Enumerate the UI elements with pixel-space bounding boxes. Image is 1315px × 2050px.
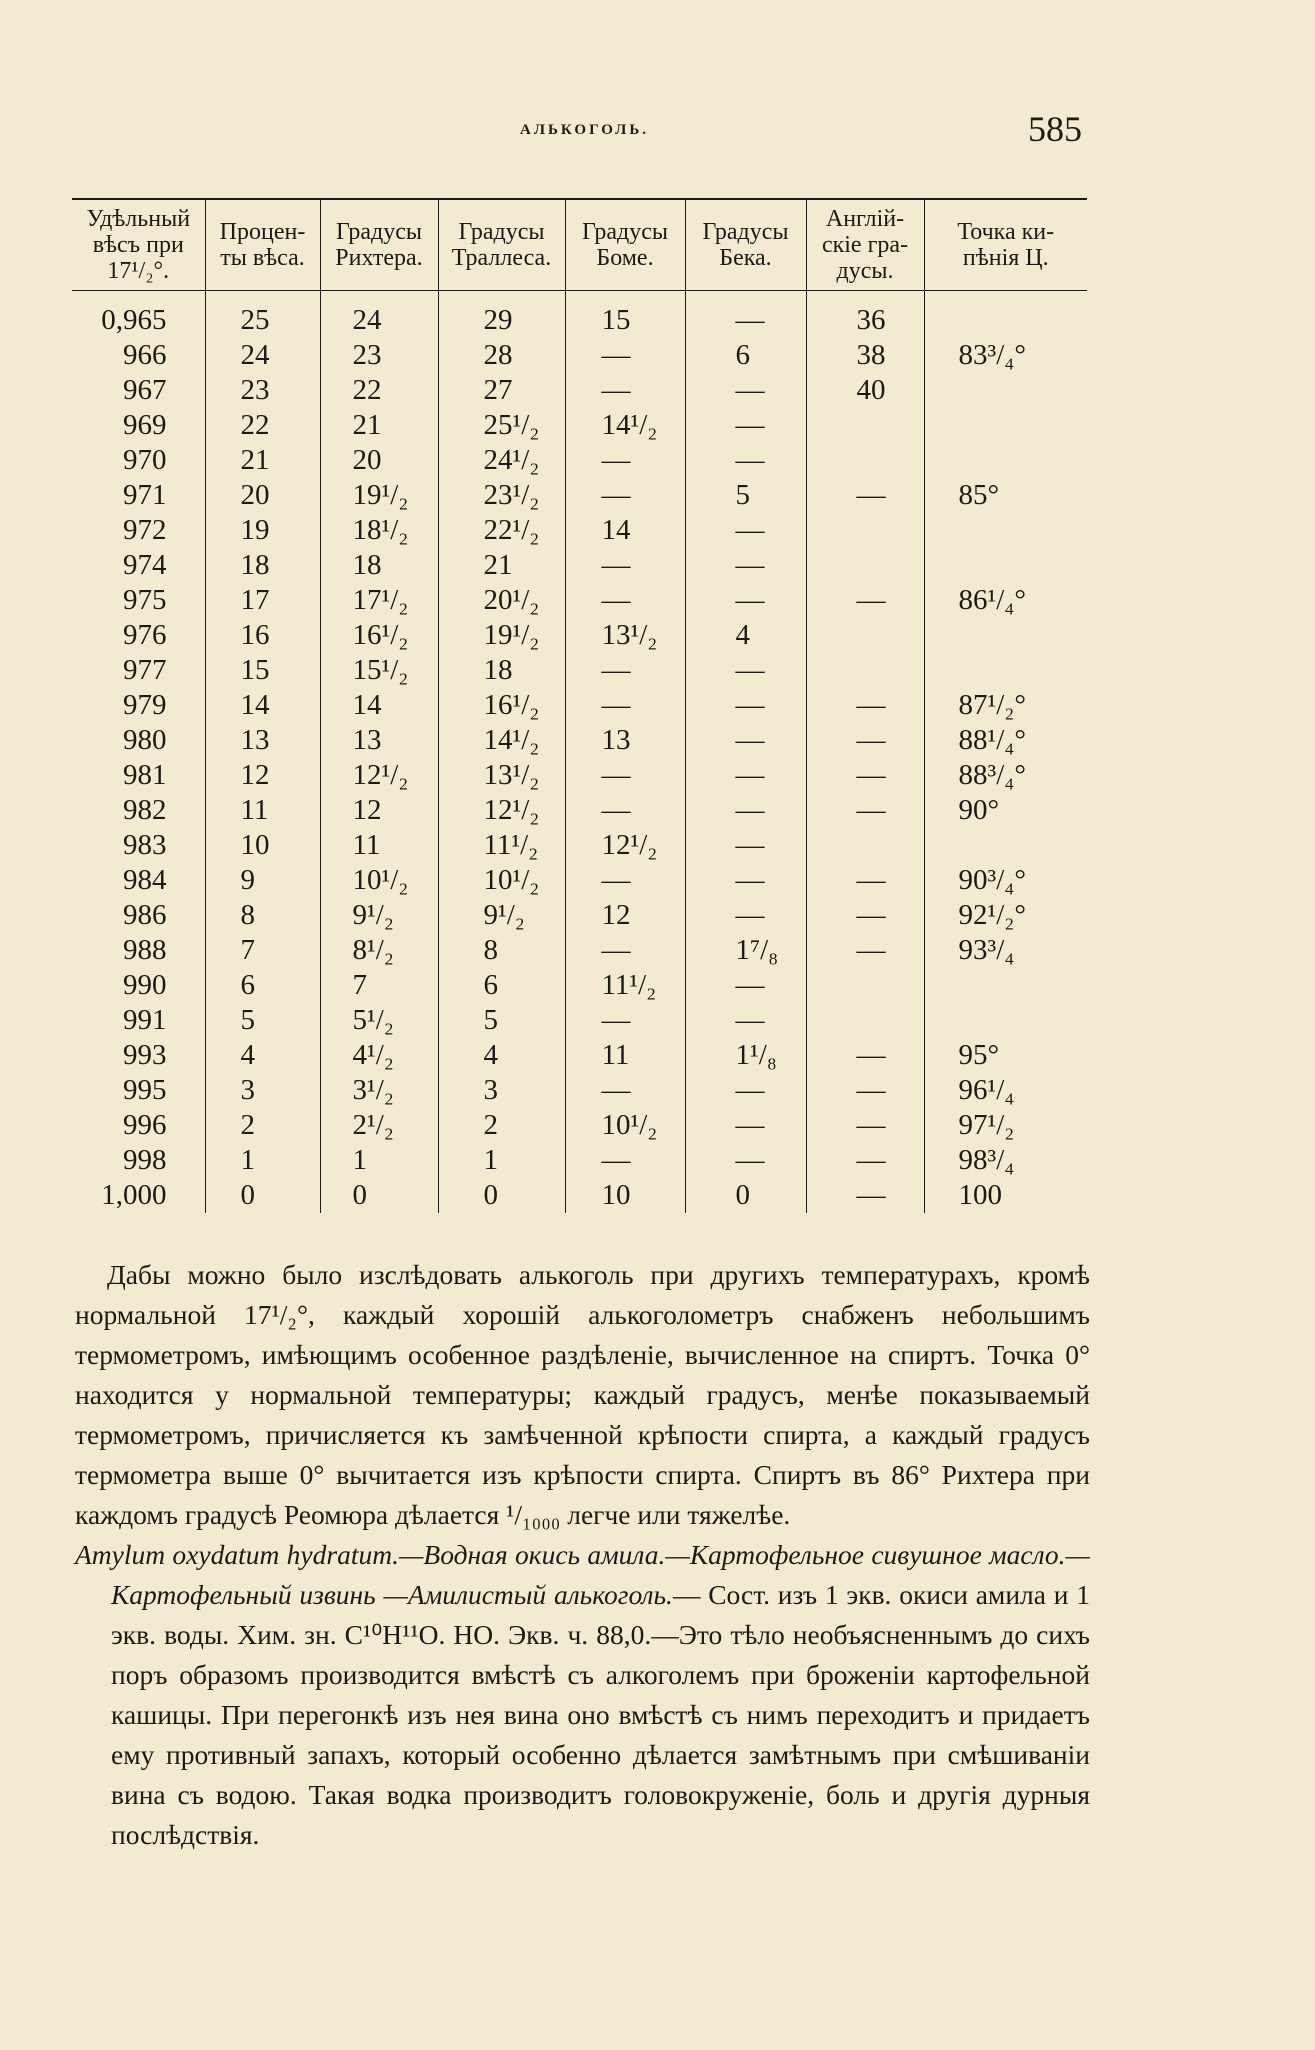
table-cell: 2 [205, 1108, 320, 1143]
table-cell: 977 [123, 654, 167, 686]
table-cell: — [685, 688, 806, 723]
table-cell [806, 548, 924, 583]
table-cell: — [565, 688, 685, 723]
table-cell: 20¹/₂ [438, 583, 565, 618]
table-cell: — [565, 443, 685, 478]
table-cell: 17 [205, 583, 320, 618]
table-cell: 88³/₄° [924, 758, 1087, 793]
table-cell: 18¹/₂ [320, 513, 438, 548]
table-cell: 93³/₄ [924, 933, 1087, 968]
table-cell [806, 443, 924, 478]
table-cell: — [565, 548, 685, 583]
paragraph-body: — Сост. изъ 1 экв. окиси амила и 1 экв. воды. Хим. зн. C¹⁰H¹¹O. HO. Экв. ч. 88,0.—Это тѣло необъясненнымъ до сихъ поръ образомъ производится вмѣстѣ съ алкоголемъ при броженіи картофельной кашицы. При перегонкѣ изъ нея вина оно вмѣстѣ съ нимъ переходитъ и придаетъ ему противный запахъ, который особенно дѣлается замѣтнымъ при смѣшиваніи вина съ водою. Такая водка производитъ головокруженіе, боль и другія дурныя послѣдствія. [111, 1579, 1090, 1850]
table-row [72, 863, 1087, 898]
table-cell: 976 [123, 619, 167, 651]
table-cell: 16 [205, 618, 320, 653]
table-cell: — [685, 758, 806, 793]
table-cell: — [685, 1108, 806, 1143]
table-cell: — [685, 291, 806, 339]
table-row [72, 583, 1087, 618]
table-cell: — [806, 1143, 924, 1178]
table-cell: — [685, 373, 806, 408]
table-cell: 11¹/₂ [565, 968, 685, 1003]
table-cell: 18 [438, 653, 565, 688]
table-cell [806, 408, 924, 443]
table-cell: 10 [565, 1178, 685, 1213]
table-cell: 998 [123, 1144, 167, 1176]
table-cell: 12 [205, 758, 320, 793]
table-cell: — [565, 653, 685, 688]
table-cell: 36 [806, 291, 924, 339]
table-cell: 1 [438, 1143, 565, 1178]
table-cell: 12¹/₂ [438, 793, 565, 828]
table-cell [924, 443, 1087, 478]
table-cell: 25 [205, 291, 320, 339]
table-cell: — [565, 1073, 685, 1108]
table-cell: 3 [438, 1073, 565, 1108]
table-cell: 0 [438, 1178, 565, 1213]
table-cell: 8 [438, 933, 565, 968]
table-cell: 986 [123, 899, 167, 931]
table-cell: 14¹/₂ [438, 723, 565, 758]
table-cell: 100 [924, 1178, 1087, 1213]
table-cell: 21 [320, 408, 438, 443]
table-row [72, 1108, 1087, 1143]
table-cell: 0 [685, 1178, 806, 1213]
table-cell: 6 [438, 968, 565, 1003]
table-cell: 12 [320, 793, 438, 828]
table-cell [806, 828, 924, 863]
table-row [72, 1178, 1087, 1213]
table-cell: 4 [685, 618, 806, 653]
table-cell: — [806, 1108, 924, 1143]
table-row [72, 1143, 1087, 1178]
alcohol-table [72, 198, 1087, 1213]
table-cell: 25¹/₂ [438, 408, 565, 443]
table-cell: 988 [123, 934, 167, 966]
table-cell: 85° [924, 478, 1087, 513]
table-cell: 22 [205, 408, 320, 443]
table-cell: 28 [438, 338, 565, 373]
table-cell: 984 [123, 864, 167, 896]
table-cell: 4 [205, 1038, 320, 1073]
table-row [72, 758, 1087, 793]
table-cell: 1⁷/₈ [685, 933, 806, 968]
table-cell: 14 [205, 688, 320, 723]
table-cell [806, 968, 924, 1003]
table-cell: 5 [685, 478, 806, 513]
column-header: Процен- ты вѣса. [205, 199, 320, 291]
table-row [72, 618, 1087, 653]
table-row [72, 373, 1087, 408]
table-cell: 90° [924, 793, 1087, 828]
table-row [72, 898, 1087, 933]
table-cell: 15 [205, 653, 320, 688]
table-cell: — [685, 653, 806, 688]
table-cell: 11 [565, 1038, 685, 1073]
table-cell: 40 [806, 373, 924, 408]
table-cell: — [565, 478, 685, 513]
table-cell: — [685, 968, 806, 1003]
table-cell: 88¹/₄° [924, 723, 1087, 758]
table-cell: 21 [438, 548, 565, 583]
table-cell: 3 [205, 1073, 320, 1108]
table-cell: 980 [123, 724, 167, 756]
text-block [75, 1255, 1090, 1855]
table-cell [806, 1003, 924, 1038]
table-cell: — [806, 863, 924, 898]
table-cell [924, 828, 1087, 863]
paragraph: Дабы можно было изслѣдовать алькоголь при другихъ температурахъ, кромѣ нормальной 17¹/₂°, каждый хорошій алькоголометръ снабженъ небольшимъ термометромъ, имѣющимъ особенное раздѣленіе, вычисленное на спиртъ. Точка 0° находится у нормальной температуры; каждый градусъ, менѣе показываемый термометромъ, причисляется къ замѣченной крѣпости спирта, а каждый градусъ термометра выше 0° вычитается изъ крѣпости спирта. Спиртъ въ 86° Рихтера при каждомъ градусѣ Реомюра дѣлается ¹/₁₀₀₀ легче или тяжелѣе. [75, 1259, 1090, 1530]
table-cell: — [685, 583, 806, 618]
table-cell: 2 [438, 1108, 565, 1143]
table-cell: 3¹/₂ [320, 1073, 438, 1108]
table-cell: — [685, 443, 806, 478]
table-cell: 971 [123, 479, 167, 511]
table-row [72, 408, 1087, 443]
column-header: Градусы Рихтера. [320, 199, 438, 291]
table-cell: 969 [123, 409, 167, 441]
table-cell: 13 [320, 723, 438, 758]
table-cell: 0 [320, 1178, 438, 1213]
table-cell: 98³/₄ [924, 1143, 1087, 1178]
table-cell: 24 [205, 338, 320, 373]
table-cell: — [565, 933, 685, 968]
table-cell: 9¹/₂ [438, 898, 565, 933]
table-cell: 11 [320, 828, 438, 863]
table-cell: — [806, 898, 924, 933]
table-cell [924, 548, 1087, 583]
column-header: Градусы Бека. [685, 199, 806, 291]
table-cell [924, 968, 1087, 1003]
table-cell: 22 [320, 373, 438, 408]
table-cell: 6 [205, 968, 320, 1003]
table-cell: 19¹/₂ [438, 618, 565, 653]
table-cell: — [685, 1143, 806, 1178]
table-cell: 11¹/₂ [438, 828, 565, 863]
table-row [72, 548, 1087, 583]
table-cell: 2¹/₂ [320, 1108, 438, 1143]
column-header: Точка ки- пѣнія Ц. [924, 199, 1087, 291]
table-cell: 83³/₄° [924, 338, 1087, 373]
table-cell: 974 [123, 549, 167, 581]
table-cell: — [685, 408, 806, 443]
table-cell: 23 [320, 338, 438, 373]
table-cell: 10¹/₂ [438, 863, 565, 898]
table-cell: 970 [123, 444, 167, 476]
table-cell: — [806, 933, 924, 968]
table-cell: 975 [123, 584, 167, 616]
table-cell: 14 [565, 513, 685, 548]
table-cell: — [806, 688, 924, 723]
table-cell: — [565, 338, 685, 373]
table-row [72, 688, 1087, 723]
table-cell: 14 [320, 688, 438, 723]
table-cell: — [806, 1178, 924, 1213]
table-cell: 13¹/₂ [565, 618, 685, 653]
table-cell: 12¹/₂ [565, 828, 685, 863]
table-cell: 19 [205, 513, 320, 548]
table-cell: 995 [123, 1074, 167, 1106]
table-cell: 990 [123, 969, 167, 1001]
running-head: АЛЬКОГОЛЬ. [520, 122, 650, 138]
table-row [72, 933, 1087, 968]
column-header: Градусы Траллеса. [438, 199, 565, 291]
column-header: Градусы Боме. [565, 199, 685, 291]
table-cell [924, 408, 1087, 443]
table-cell: — [565, 1003, 685, 1038]
table-cell: 14¹/₂ [565, 408, 685, 443]
table-cell: 5¹/₂ [320, 1003, 438, 1038]
column-header: Удѣльный вѣсъ при 17¹/₂°. [72, 199, 205, 291]
column-header: Англій- скіе гра- дусы. [806, 199, 924, 291]
table-cell: — [806, 583, 924, 618]
table-cell: 10¹/₂ [565, 1108, 685, 1143]
table-cell: 7 [205, 933, 320, 968]
table-cell [924, 618, 1087, 653]
table-cell: 1 [320, 1143, 438, 1178]
table-cell: 13¹/₂ [438, 758, 565, 793]
table-cell: 97¹/₂ [924, 1108, 1087, 1143]
table-cell: 5 [205, 1003, 320, 1038]
table-cell: — [565, 583, 685, 618]
table-cell: 0 [205, 1178, 320, 1213]
table-cell: — [565, 863, 685, 898]
table-cell [924, 373, 1087, 408]
table-cell: 23¹/₂ [438, 478, 565, 513]
table-cell: 16¹/₂ [438, 688, 565, 723]
table-cell: 993 [123, 1039, 167, 1071]
table-cell: — [565, 373, 685, 408]
table-cell: 4 [438, 1038, 565, 1073]
table-cell [924, 513, 1087, 548]
page-number: 585 [1028, 109, 1082, 149]
table-row [72, 478, 1087, 513]
table-cell: — [685, 898, 806, 933]
table-cell: 1 [205, 1143, 320, 1178]
table-cell [924, 1003, 1087, 1038]
table-cell: 8¹/₂ [320, 933, 438, 968]
table-cell: 12 [565, 898, 685, 933]
table-cell: 11 [205, 793, 320, 828]
table-cell: 966 [123, 339, 167, 371]
table-cell: 4¹/₂ [320, 1038, 438, 1073]
table-cell: 981 [123, 759, 167, 791]
table-cell: 8 [205, 898, 320, 933]
table-cell: 15 [565, 291, 685, 339]
table-cell: 0,965 [101, 304, 167, 336]
table-cell: — [806, 478, 924, 513]
table-cell [806, 653, 924, 688]
table-cell: 982 [123, 794, 167, 826]
table-cell: — [806, 1073, 924, 1108]
table-cell: 13 [565, 723, 685, 758]
table-cell: — [806, 793, 924, 828]
table-cell: 90³/₄° [924, 863, 1087, 898]
table-row [72, 793, 1087, 828]
italic-lead: Amylum oxydatum hydratum.—Водная окись амила.—Картофельное сивушное масло.—Картофельный извинь —Амилистый алькоголь. [75, 1539, 1090, 1610]
table-cell: 95° [924, 1038, 1087, 1073]
table-cell: 20 [205, 478, 320, 513]
table-cell: 10 [205, 828, 320, 863]
table-cell: 10¹/₂ [320, 863, 438, 898]
table-cell: 18 [320, 548, 438, 583]
table-cell: — [685, 793, 806, 828]
paragraph [75, 1535, 1090, 1855]
table-cell: 9 [205, 863, 320, 898]
table-cell: — [806, 723, 924, 758]
table-cell: 86¹/₄° [924, 583, 1087, 618]
table-cell: 12¹/₂ [320, 758, 438, 793]
table-cell: 96¹/₄ [924, 1073, 1087, 1108]
table-row [72, 723, 1087, 758]
table-cell: 18 [205, 548, 320, 583]
table-cell [924, 291, 1087, 339]
table-cell: — [685, 1003, 806, 1038]
table-cell: 92¹/₂° [924, 898, 1087, 933]
table-row [72, 1073, 1087, 1108]
table-row [72, 653, 1087, 688]
table-cell: 1¹/₈ [685, 1038, 806, 1073]
table-cell: 967 [123, 374, 167, 406]
table-cell: — [565, 793, 685, 828]
table-cell: 29 [438, 291, 565, 339]
table-row [72, 513, 1087, 548]
table-row [72, 291, 1087, 339]
table-cell: 17¹/₂ [320, 583, 438, 618]
table-row [72, 338, 1087, 373]
table-cell [924, 653, 1087, 688]
table-cell: — [685, 513, 806, 548]
table-cell: 979 [123, 689, 167, 721]
table-cell: — [806, 1038, 924, 1073]
table-cell: — [685, 1073, 806, 1108]
table-cell: 20 [320, 443, 438, 478]
table-cell: 24 [320, 291, 438, 339]
table-cell: 996 [123, 1109, 167, 1141]
table-cell: 1,000 [101, 1179, 167, 1211]
table-cell: 983 [123, 829, 167, 861]
table-cell: 7 [320, 968, 438, 1003]
table-cell [806, 513, 924, 548]
table-cell: — [685, 863, 806, 898]
table-cell: 15¹/₂ [320, 653, 438, 688]
table-body [72, 291, 1087, 1214]
table-cell: 5 [438, 1003, 565, 1038]
table-row [72, 968, 1087, 1003]
table-cell: 24¹/₂ [438, 443, 565, 478]
table-header-row [72, 199, 1087, 291]
table-cell: — [685, 828, 806, 863]
table-cell: 23 [205, 373, 320, 408]
table-row [72, 1003, 1087, 1038]
table-cell: 22¹/₂ [438, 513, 565, 548]
table-cell: 27 [438, 373, 565, 408]
table-cell: 21 [205, 443, 320, 478]
table-cell: 991 [123, 1004, 167, 1036]
table-cell: 38 [806, 338, 924, 373]
table-cell: 9¹/₂ [320, 898, 438, 933]
table-cell: — [685, 548, 806, 583]
table-row [72, 1038, 1087, 1073]
table-cell [806, 618, 924, 653]
table-cell: — [685, 723, 806, 758]
table-cell: 6 [685, 338, 806, 373]
table-cell: 972 [123, 514, 167, 546]
table-cell: 13 [205, 723, 320, 758]
table-cell: — [565, 1143, 685, 1178]
table-row [72, 828, 1087, 863]
table-cell: 19¹/₂ [320, 478, 438, 513]
table-cell: — [565, 758, 685, 793]
table-cell: — [806, 758, 924, 793]
table-row [72, 443, 1087, 478]
table-cell: 16¹/₂ [320, 618, 438, 653]
table-cell: 87¹/₂° [924, 688, 1087, 723]
